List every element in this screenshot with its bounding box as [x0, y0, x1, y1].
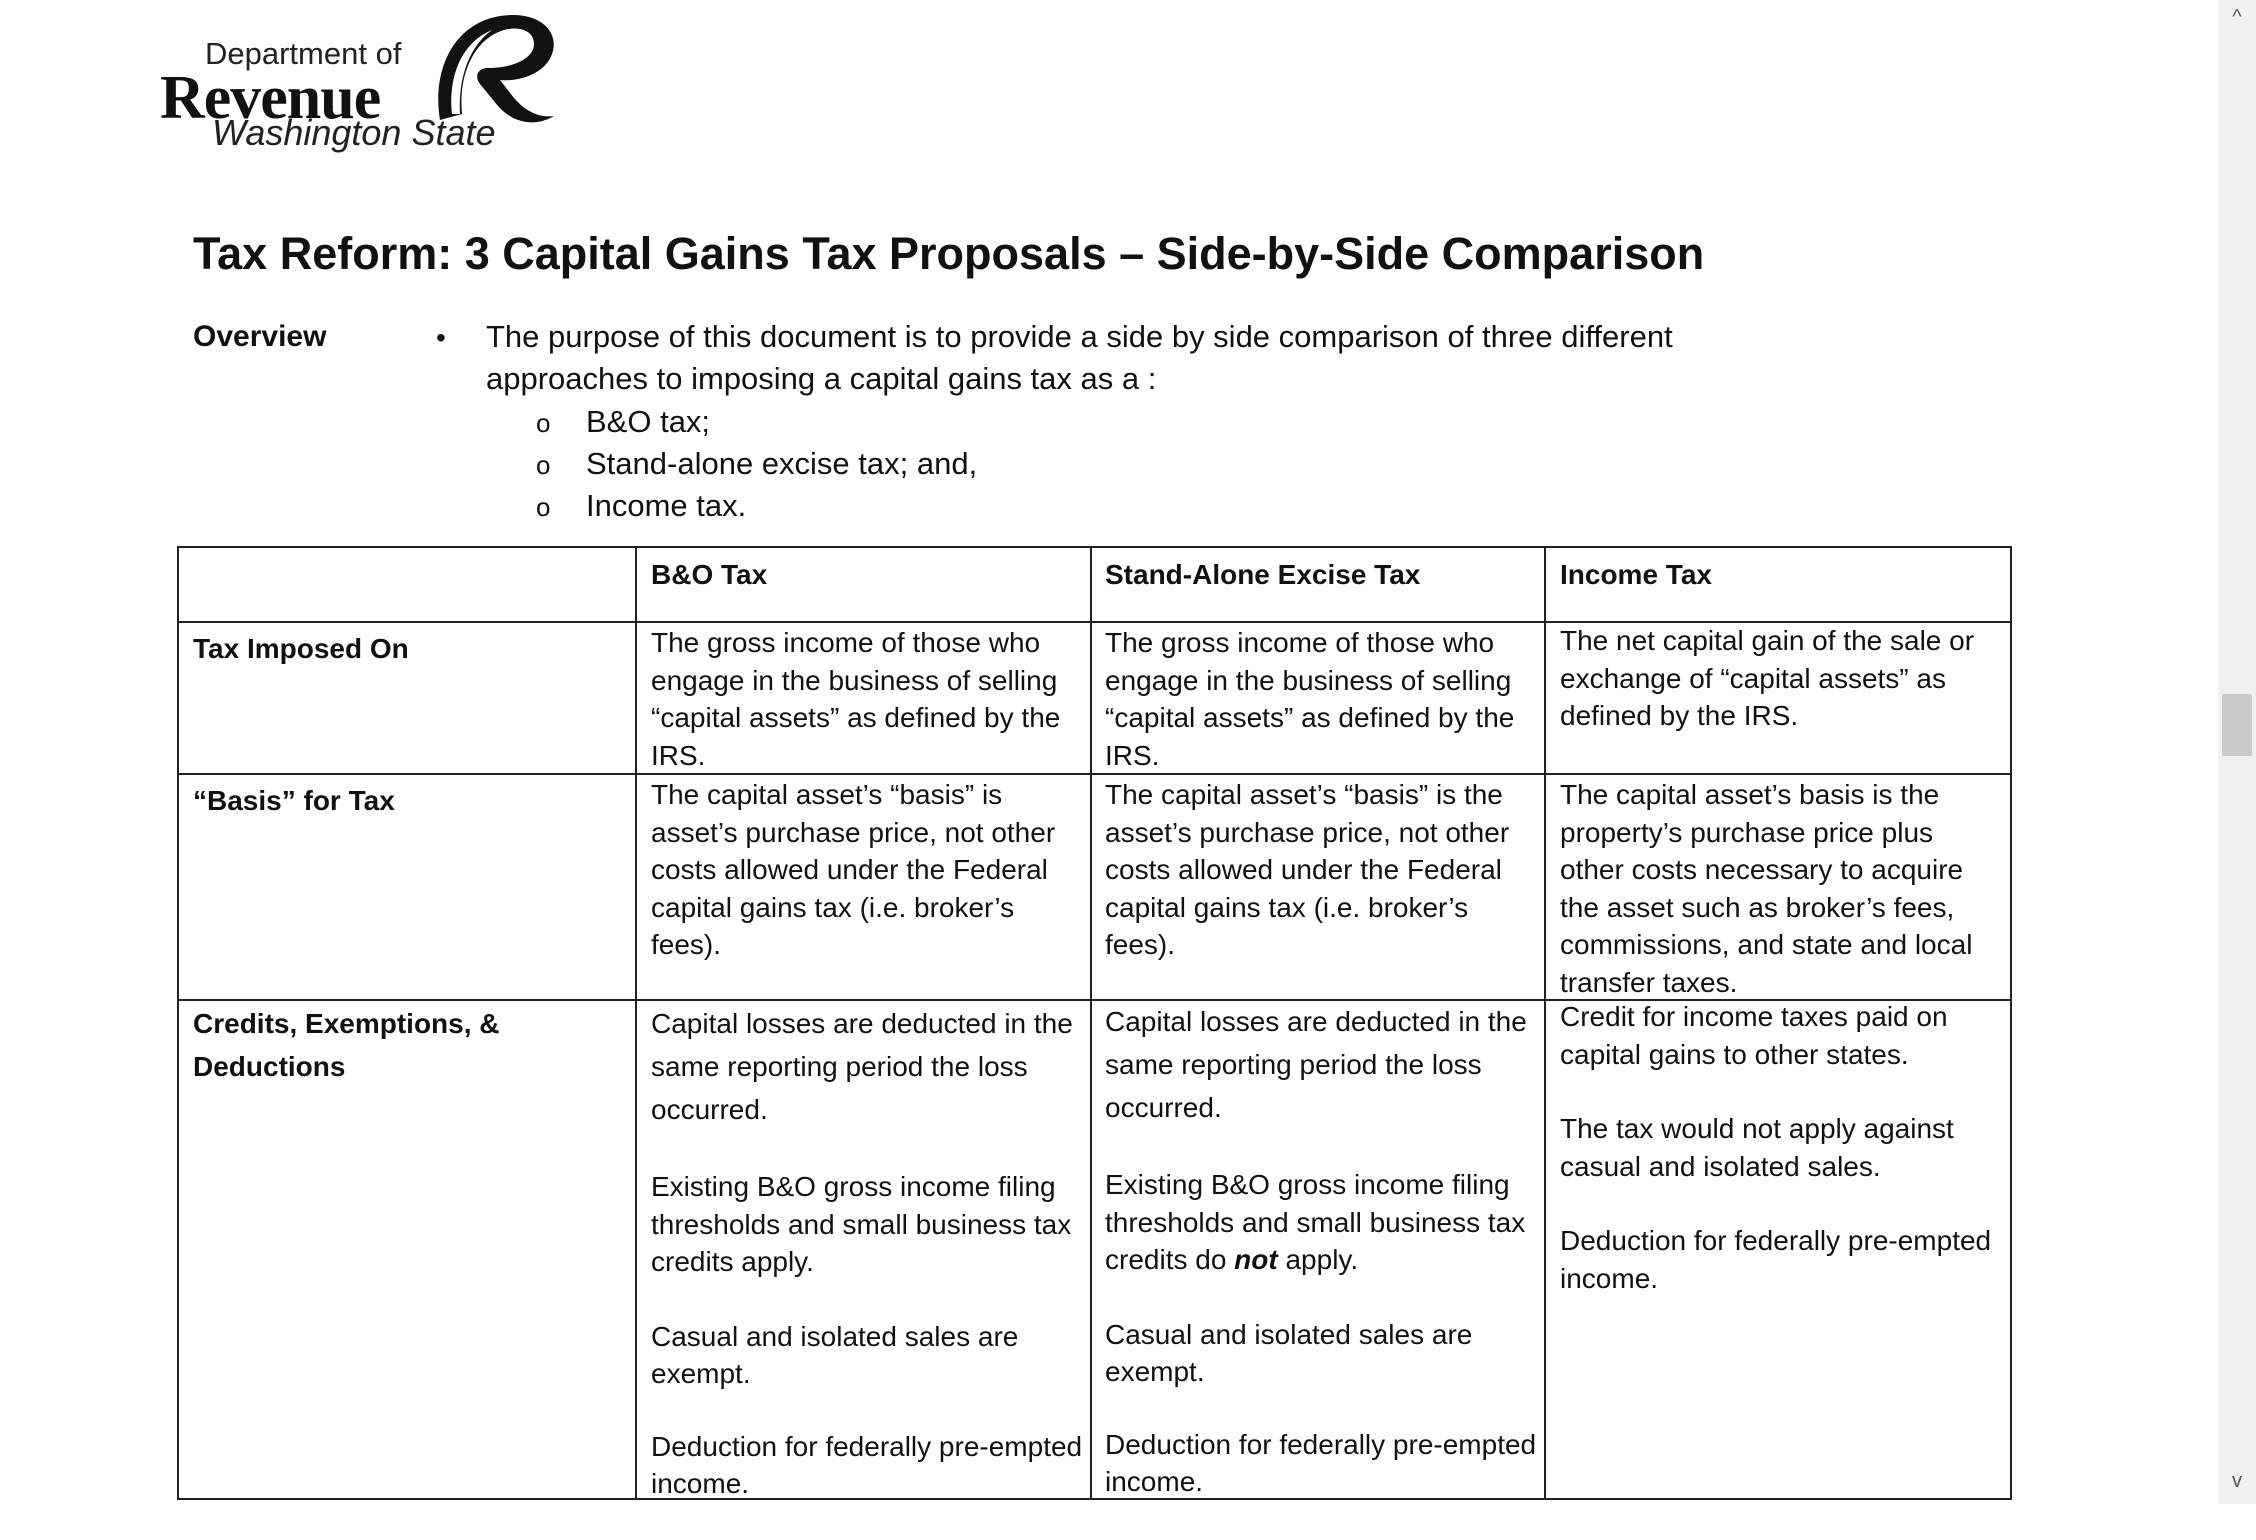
- credit-paragraph: Deduction for federally pre-empted income.: [1105, 1428, 1537, 1497]
- vertical-scrollbar[interactable]: [2218, 0, 2256, 1504]
- table-border: [177, 1498, 2012, 1500]
- cell-excise-credits: [1105, 1000, 1541, 1538]
- overview-label: Overview: [193, 320, 327, 353]
- row-label-basis: “Basis” for Tax: [193, 785, 395, 816]
- logo-revenue-text: Revenue: [160, 64, 381, 132]
- header-bo-tax: B&O Tax: [651, 559, 768, 590]
- table-border: [177, 773, 2012, 775]
- table-border: [177, 546, 2012, 548]
- cell-bo-tax-imposed: The gross income of those who engage in the business of selling “capital assets” as defined by the IRS.: [651, 627, 1061, 771]
- cell-income-credits: [1560, 998, 2000, 1334]
- row-label-credits: Credits, Exemptions, & Deductions: [193, 1008, 500, 1082]
- credit-paragraph: Casual and isolated sales are exempt.: [1105, 1318, 1473, 1387]
- overview-subitem: o Stand-alone excise tax; and,: [536, 446, 978, 481]
- overview-bullet: •: [436, 322, 446, 353]
- cell-excise-tax-imposed: The gross income of those who engage in the business of selling “capital assets” as defined by the IRS.: [1105, 627, 1515, 771]
- dor-swirl-icon: [422, 2, 562, 142]
- credit-paragraph: Credit for income taxes paid on capital gains to other states.: [1560, 1001, 1948, 1070]
- emphasis-not: not: [1234, 1244, 1278, 1275]
- scrollbar-thumb[interactable]: [2222, 694, 2252, 756]
- cell-bo-basis: The capital asset’s “basis” is asset’s purchase price, not other costs allowed under the Federal capital gains tax (i.e. broker’s fees).: [651, 779, 1056, 960]
- header-excise-tax: Stand-Alone Excise Tax: [1105, 559, 1421, 590]
- scroll-down-arrow-icon[interactable]: v: [2232, 1470, 2242, 1492]
- credit-paragraph: Capital losses are deducted in the same reporting period the loss occurred.: [651, 1008, 1073, 1125]
- overview-text: The purpose of this document is to provide a side by side comparison of three different approaches to imposing a capital gains tax as a :: [486, 319, 1673, 396]
- logo-state-text: Washington State: [212, 112, 496, 153]
- overview-subitem: o Income tax.: [536, 488, 747, 523]
- dor-logo: [160, 28, 580, 158]
- header-income-tax: Income Tax: [1560, 559, 1712, 590]
- credit-paragraph: Existing B&O gross income filing thresholds and small business tax credits do not apply.: [1105, 1169, 1526, 1275]
- overview-subitem: o B&O tax;: [536, 404, 711, 439]
- scroll-up-arrow-icon[interactable]: ^: [2232, 6, 2242, 28]
- credit-paragraph: The tax would not apply against casual and isolated sales.: [1560, 1113, 1954, 1182]
- logo-department-text: Department of: [205, 36, 402, 71]
- table-border: [1090, 546, 1092, 1500]
- credit-paragraph: Deduction for federally pre-empted income.: [651, 1430, 1083, 1499]
- cell-excise-basis: The capital asset’s “basis” is the asset’s purchase price, not other costs allowed under the Federal capital gains tax (i.e. broker’s fees).: [1105, 779, 1510, 960]
- table-border: [2010, 546, 2012, 1500]
- page-title: Tax Reform: 3 Capital Gains Tax Proposals – Side-by-Side Comparison: [193, 228, 1705, 279]
- credit-paragraph: Existing B&O gross income filing thresholds and small business tax credits apply.: [651, 1171, 1072, 1277]
- cell-income-tax-imposed: The net capital gain of the sale or exchange of “capital assets” as defined by the IRS.: [1560, 625, 1975, 731]
- table-border: [1544, 546, 1546, 1500]
- credit-paragraph: Casual and isolated sales are exempt.: [651, 1320, 1019, 1389]
- credit-paragraph: Capital losses are deducted in the same reporting period the loss occurred.: [1105, 1006, 1527, 1123]
- cell-bo-credits: [651, 1002, 1087, 1540]
- row-label-tax-imposed-on: Tax Imposed On: [193, 633, 409, 664]
- table-border: [177, 546, 179, 1500]
- table-border: [635, 546, 637, 1500]
- comparison-table: [177, 546, 2012, 1500]
- cell-income-basis: The capital asset’s basis is the property’s purchase price plus other costs necessary to acquire the asset such as broker’s fees, commissions, and state and local transfer taxes.: [1560, 779, 1973, 998]
- credit-paragraph: Deduction for federally pre-empted income.: [1560, 1225, 1992, 1294]
